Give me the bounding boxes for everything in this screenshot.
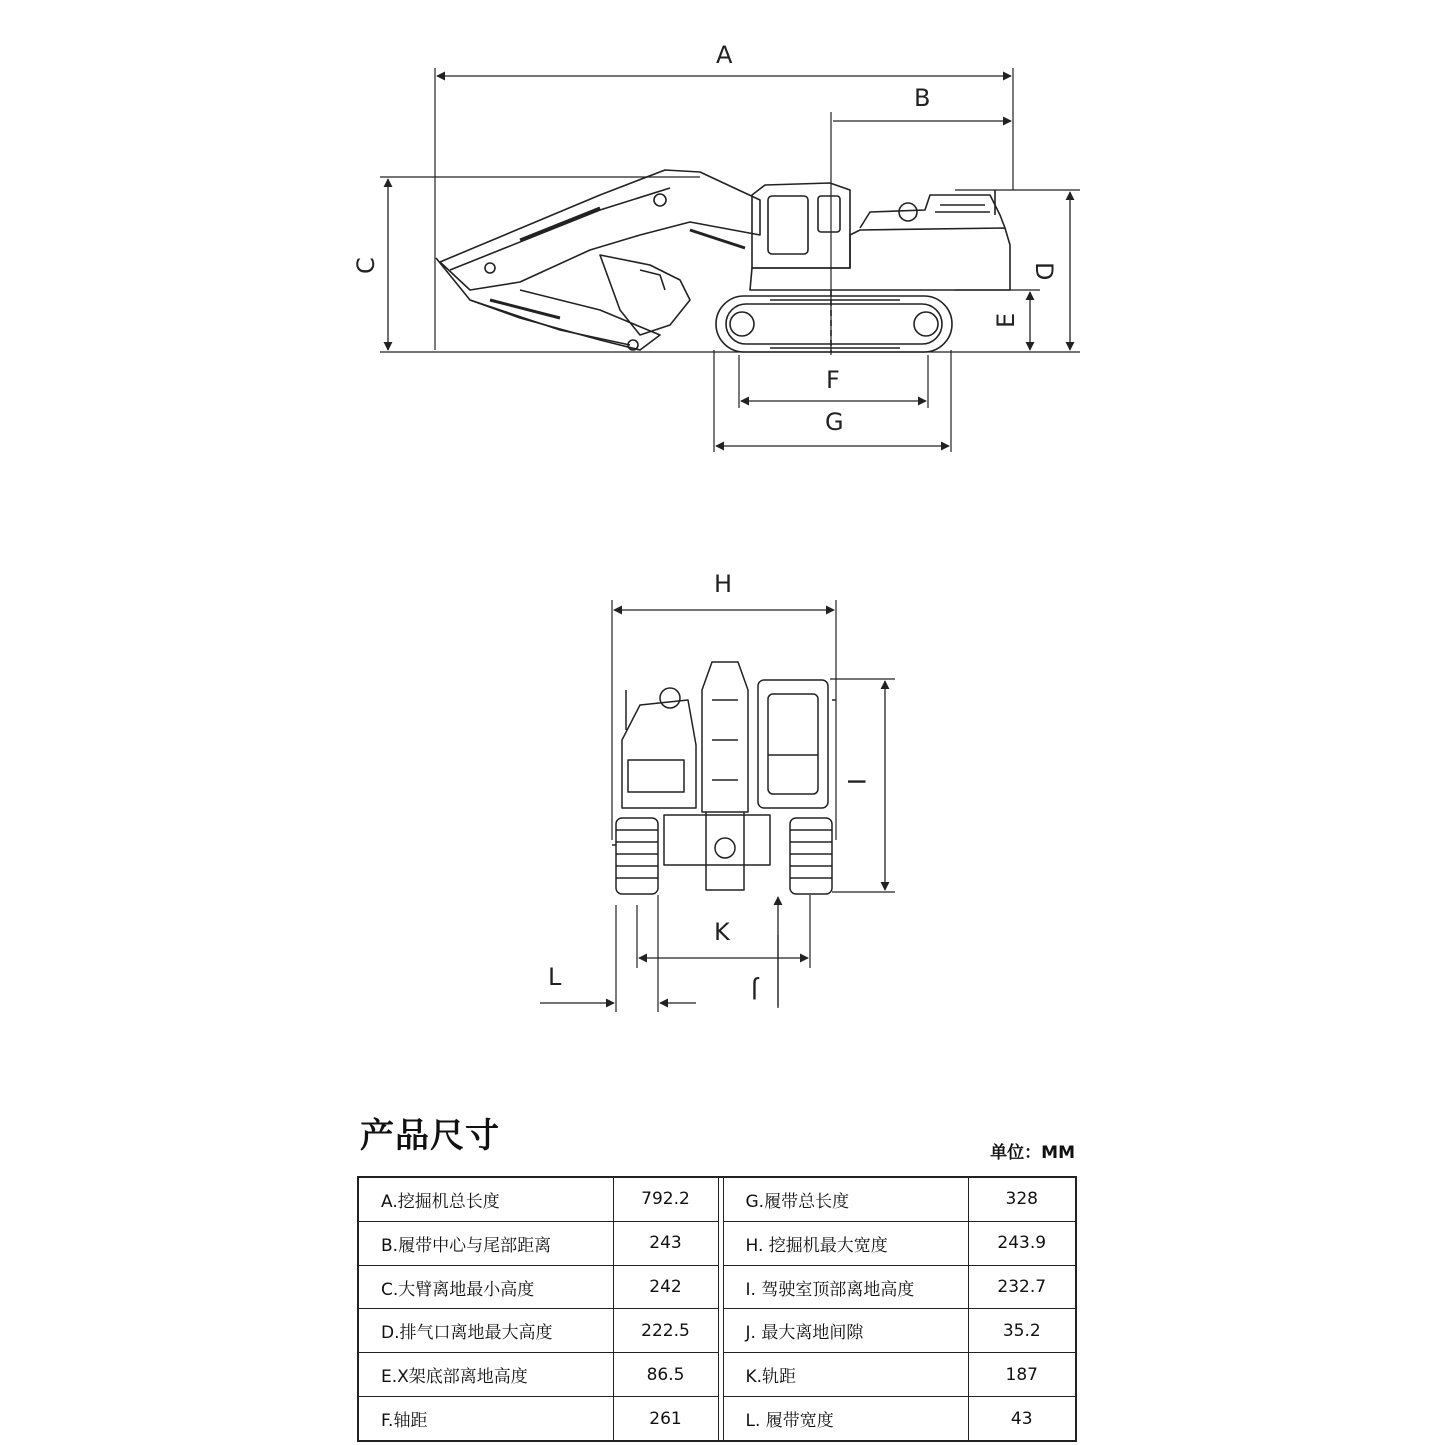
row-value: 243.9 <box>968 1221 1076 1265</box>
table-row <box>358 1221 1076 1265</box>
unit-label: 单位：MM <box>990 1143 1075 1163</box>
row-value: 232.7 <box>968 1265 1076 1309</box>
dim-D-label: D <box>1030 262 1058 281</box>
dim-I-label: I <box>842 778 870 786</box>
table-row <box>358 1309 1076 1353</box>
row-value: 35.2 <box>968 1309 1076 1353</box>
section-title: 产品尺寸 <box>360 1116 500 1156</box>
table-row <box>358 1397 1076 1441</box>
row-label: A.挖掘机总长度 <box>358 1177 613 1221</box>
row-label: H. 挖掘机最大宽度 <box>723 1221 968 1265</box>
row-label: D.排气口离地最大高度 <box>358 1309 613 1353</box>
row-value: 328 <box>968 1177 1076 1221</box>
row-label: E.X架底部离地高度 <box>358 1353 613 1397</box>
dim-L-label: L <box>548 963 562 991</box>
row-label: K.轨距 <box>723 1353 968 1397</box>
row-label: F.轴距 <box>358 1397 613 1441</box>
dim-B-label: B <box>914 84 931 112</box>
row-label: C.大臂离地最小高度 <box>358 1265 613 1309</box>
row-value: 261 <box>613 1397 718 1441</box>
dim-H-label: H <box>714 570 733 598</box>
row-value: 187 <box>968 1353 1076 1397</box>
row-label: B.履带中心与尾部距离 <box>358 1221 613 1265</box>
table-row <box>358 1265 1076 1309</box>
dim-K-label: K <box>714 918 730 946</box>
row-label: G.履带总长度 <box>723 1177 968 1221</box>
dim-A-label: A <box>716 41 733 69</box>
row-label: J. 最大离地间隙 <box>723 1309 968 1353</box>
row-value: 43 <box>968 1397 1076 1441</box>
row-label: I. 驾驶室顶部离地高度 <box>723 1265 968 1309</box>
row-label: L. 履带宽度 <box>723 1397 968 1441</box>
dim-F-label: F <box>826 366 840 394</box>
row-value: 792.2 <box>613 1177 718 1221</box>
dim-E-label: E <box>992 312 1020 328</box>
row-value: 242 <box>613 1265 718 1309</box>
dim-G-label: G <box>825 408 844 436</box>
row-value: 243 <box>613 1221 718 1265</box>
excavator-front-illustration <box>612 662 836 894</box>
table-row <box>358 1177 1076 1221</box>
dim-J-label: J <box>750 976 758 1004</box>
row-value: 222.5 <box>613 1309 718 1353</box>
table-row <box>358 1353 1076 1397</box>
dimension-table <box>357 1176 1077 1442</box>
row-value: 86.5 <box>613 1353 718 1397</box>
dim-C-label: C <box>352 257 380 274</box>
